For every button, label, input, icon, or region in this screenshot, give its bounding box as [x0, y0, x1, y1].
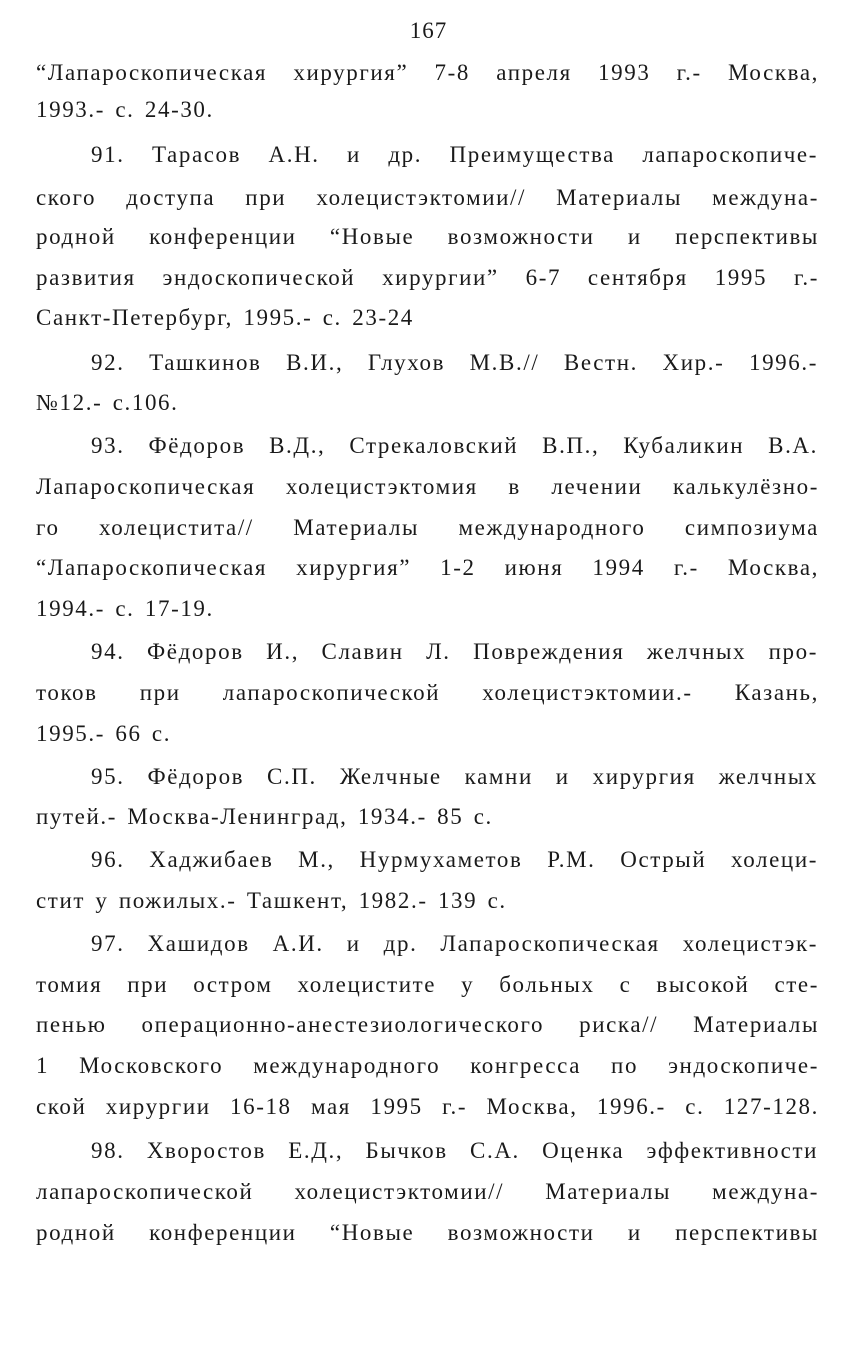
- text-line: родной конференции “Новые возможности и перспективы: [36, 224, 819, 249]
- text-line: го холецистита// Материалы международного симпозиума: [36, 515, 819, 540]
- text-line: путей.- Москва-Ленинград, 1934.- 85 с.: [36, 804, 493, 829]
- text-line: Лапароскопическая холецистэктомия в лечении калькулёзно-: [36, 474, 819, 499]
- text-line: ского доступа при холецистэктомии// Материалы междуна-: [36, 185, 819, 210]
- text-line: родной конференции “Новые возможности и перспективы: [36, 1220, 819, 1245]
- reference-97-line: 97. Хашидов А.И. и др. Лапароскопическая холецистэк-: [91, 931, 818, 956]
- text-line: “Лапароскопическая хирургия” 7-8 апреля 1993 г.- Москва,: [36, 60, 819, 85]
- reference-95-line: 95. Фёдоров С.П. Желчные камни и хирургия желчных: [91, 764, 818, 789]
- text-line: стит у пожилых.- Ташкент, 1982.- 139 с.: [36, 888, 507, 913]
- reference-93-line: 93. Фёдоров В.Д., Стрекаловский В.П., Кубаликин В.А.: [91, 433, 818, 458]
- text-line: лапароскопической холецистэктомии// Материалы междуна-: [36, 1179, 819, 1204]
- reference-91-line: 91. Тарасов А.Н. и др. Преимущества лапароскопиче-: [91, 142, 818, 167]
- text-line: 1993.- с. 24-30.: [36, 97, 214, 122]
- text-line: ской хирургии 16-18 мая 1995 г.- Москва, 1996.- с. 127-128.: [36, 1094, 819, 1119]
- reference-94-line: 94. Фёдоров И., Славин Л. Повреждения желчных про-: [91, 639, 818, 664]
- reference-92-line: 92. Ташкинов В.И., Глухов М.В.// Вестн. Хир.- 1996.-: [91, 350, 818, 375]
- text-line: 1 Московского международного конгресса по эндоскопиче-: [36, 1053, 819, 1078]
- text-line: томия при остром холецистите у больных с высокой сте-: [36, 972, 819, 997]
- reference-96-line: 96. Хаджибаев М., Нурмухаметов Р.М. Острый холеци-: [91, 847, 818, 872]
- text-line: “Лапароскопическая хирургия” 1-2 июня 1994 г.- Москва,: [36, 555, 819, 580]
- text-line: пенью операционно-анестезиологического риска// Материалы: [36, 1012, 819, 1037]
- text-line: развития эндоскопической хирургии” 6-7 сентября 1995 г.-: [36, 265, 819, 290]
- text-line: 1995.- 66 с.: [36, 721, 172, 746]
- text-line: Санкт-Петербург, 1995.- с. 23-24: [36, 305, 414, 330]
- text-line: №12.- с.106.: [36, 390, 179, 415]
- page-number: 167: [409, 18, 448, 43]
- reference-98-line: 98. Хворостов Е.Д., Бычков С.А. Оценка эффективности: [91, 1138, 818, 1163]
- text-line: 1994.- с. 17-19.: [36, 596, 214, 621]
- text-line: токов при лапароскопической холецистэктомии.- Казань,: [36, 680, 819, 705]
